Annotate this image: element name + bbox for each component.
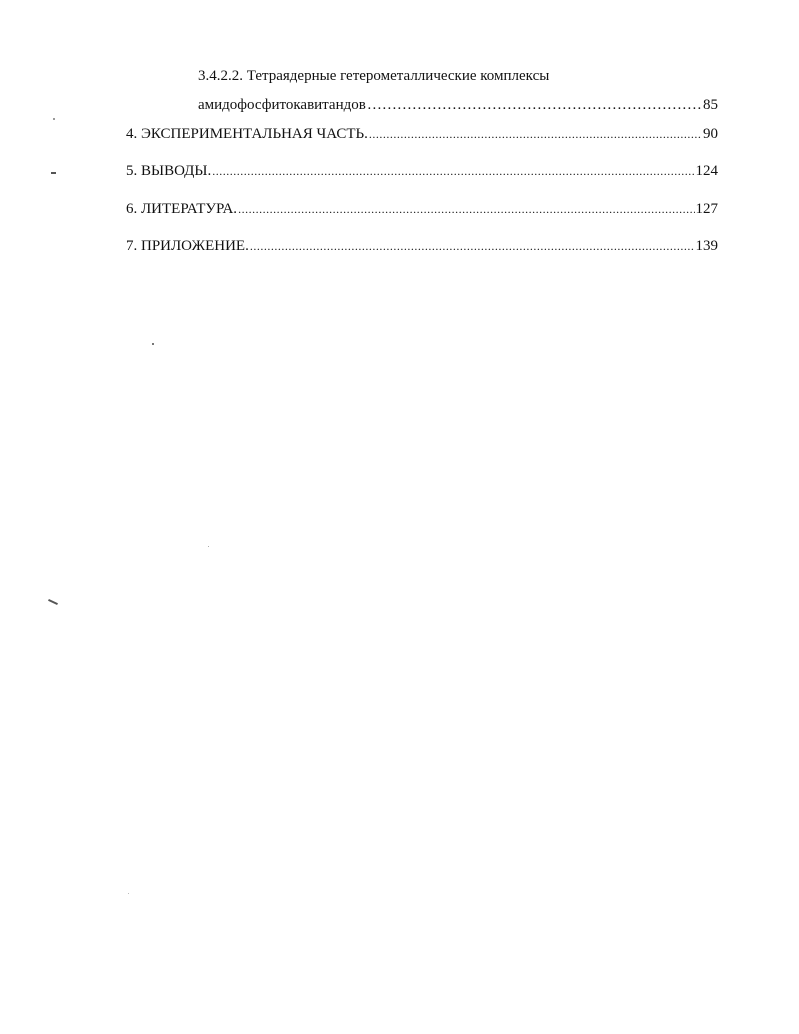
scan-speck [152, 343, 154, 345]
toc-leader-dots [367, 95, 702, 115]
toc-entry-literature [126, 199, 718, 219]
toc-entry-page: 127 [695, 201, 718, 217]
toc-entry-subsection-line1: 3.4.2.2. Тетраядерные гетерометаллические комплексы [198, 68, 550, 84]
toc-leader-dots [250, 236, 695, 256]
scan-speck [53, 118, 55, 120]
toc-leader-dots [238, 199, 694, 219]
toc-entry-subsection-title [198, 66, 549, 86]
scan-speck [48, 599, 58, 605]
toc-entry-title: 6. ЛИТЕРАТУРА. [126, 201, 238, 217]
toc-entry-page: 90 [703, 126, 718, 142]
toc-entry-page: 139 [695, 238, 718, 254]
toc-entry-title: 7. ПРИЛОЖЕНИЕ. [126, 238, 249, 254]
scan-speck [128, 893, 129, 894]
toc-leader-dots [369, 124, 702, 144]
toc-entry-page: 124 [695, 163, 718, 179]
toc-entry-experimental [126, 124, 718, 144]
toc-entry-subsection-line2: амидофосфитокавитандов [198, 97, 366, 113]
toc-entry-subsection [198, 95, 718, 115]
scan-speck [51, 172, 56, 174]
toc-entry-appendix [126, 236, 718, 256]
toc-entry-title: 5. ВЫВОДЫ. [126, 163, 212, 179]
toc-entry-title: 4. ЭКСПЕРИМЕНТАЛЬНАЯ ЧАСТЬ. [126, 126, 368, 142]
toc-leader-dots [212, 161, 694, 181]
scan-speck [208, 546, 209, 547]
toc-entry-subsection-page: 85 [703, 97, 718, 113]
toc-entry-conclusions [126, 161, 718, 181]
